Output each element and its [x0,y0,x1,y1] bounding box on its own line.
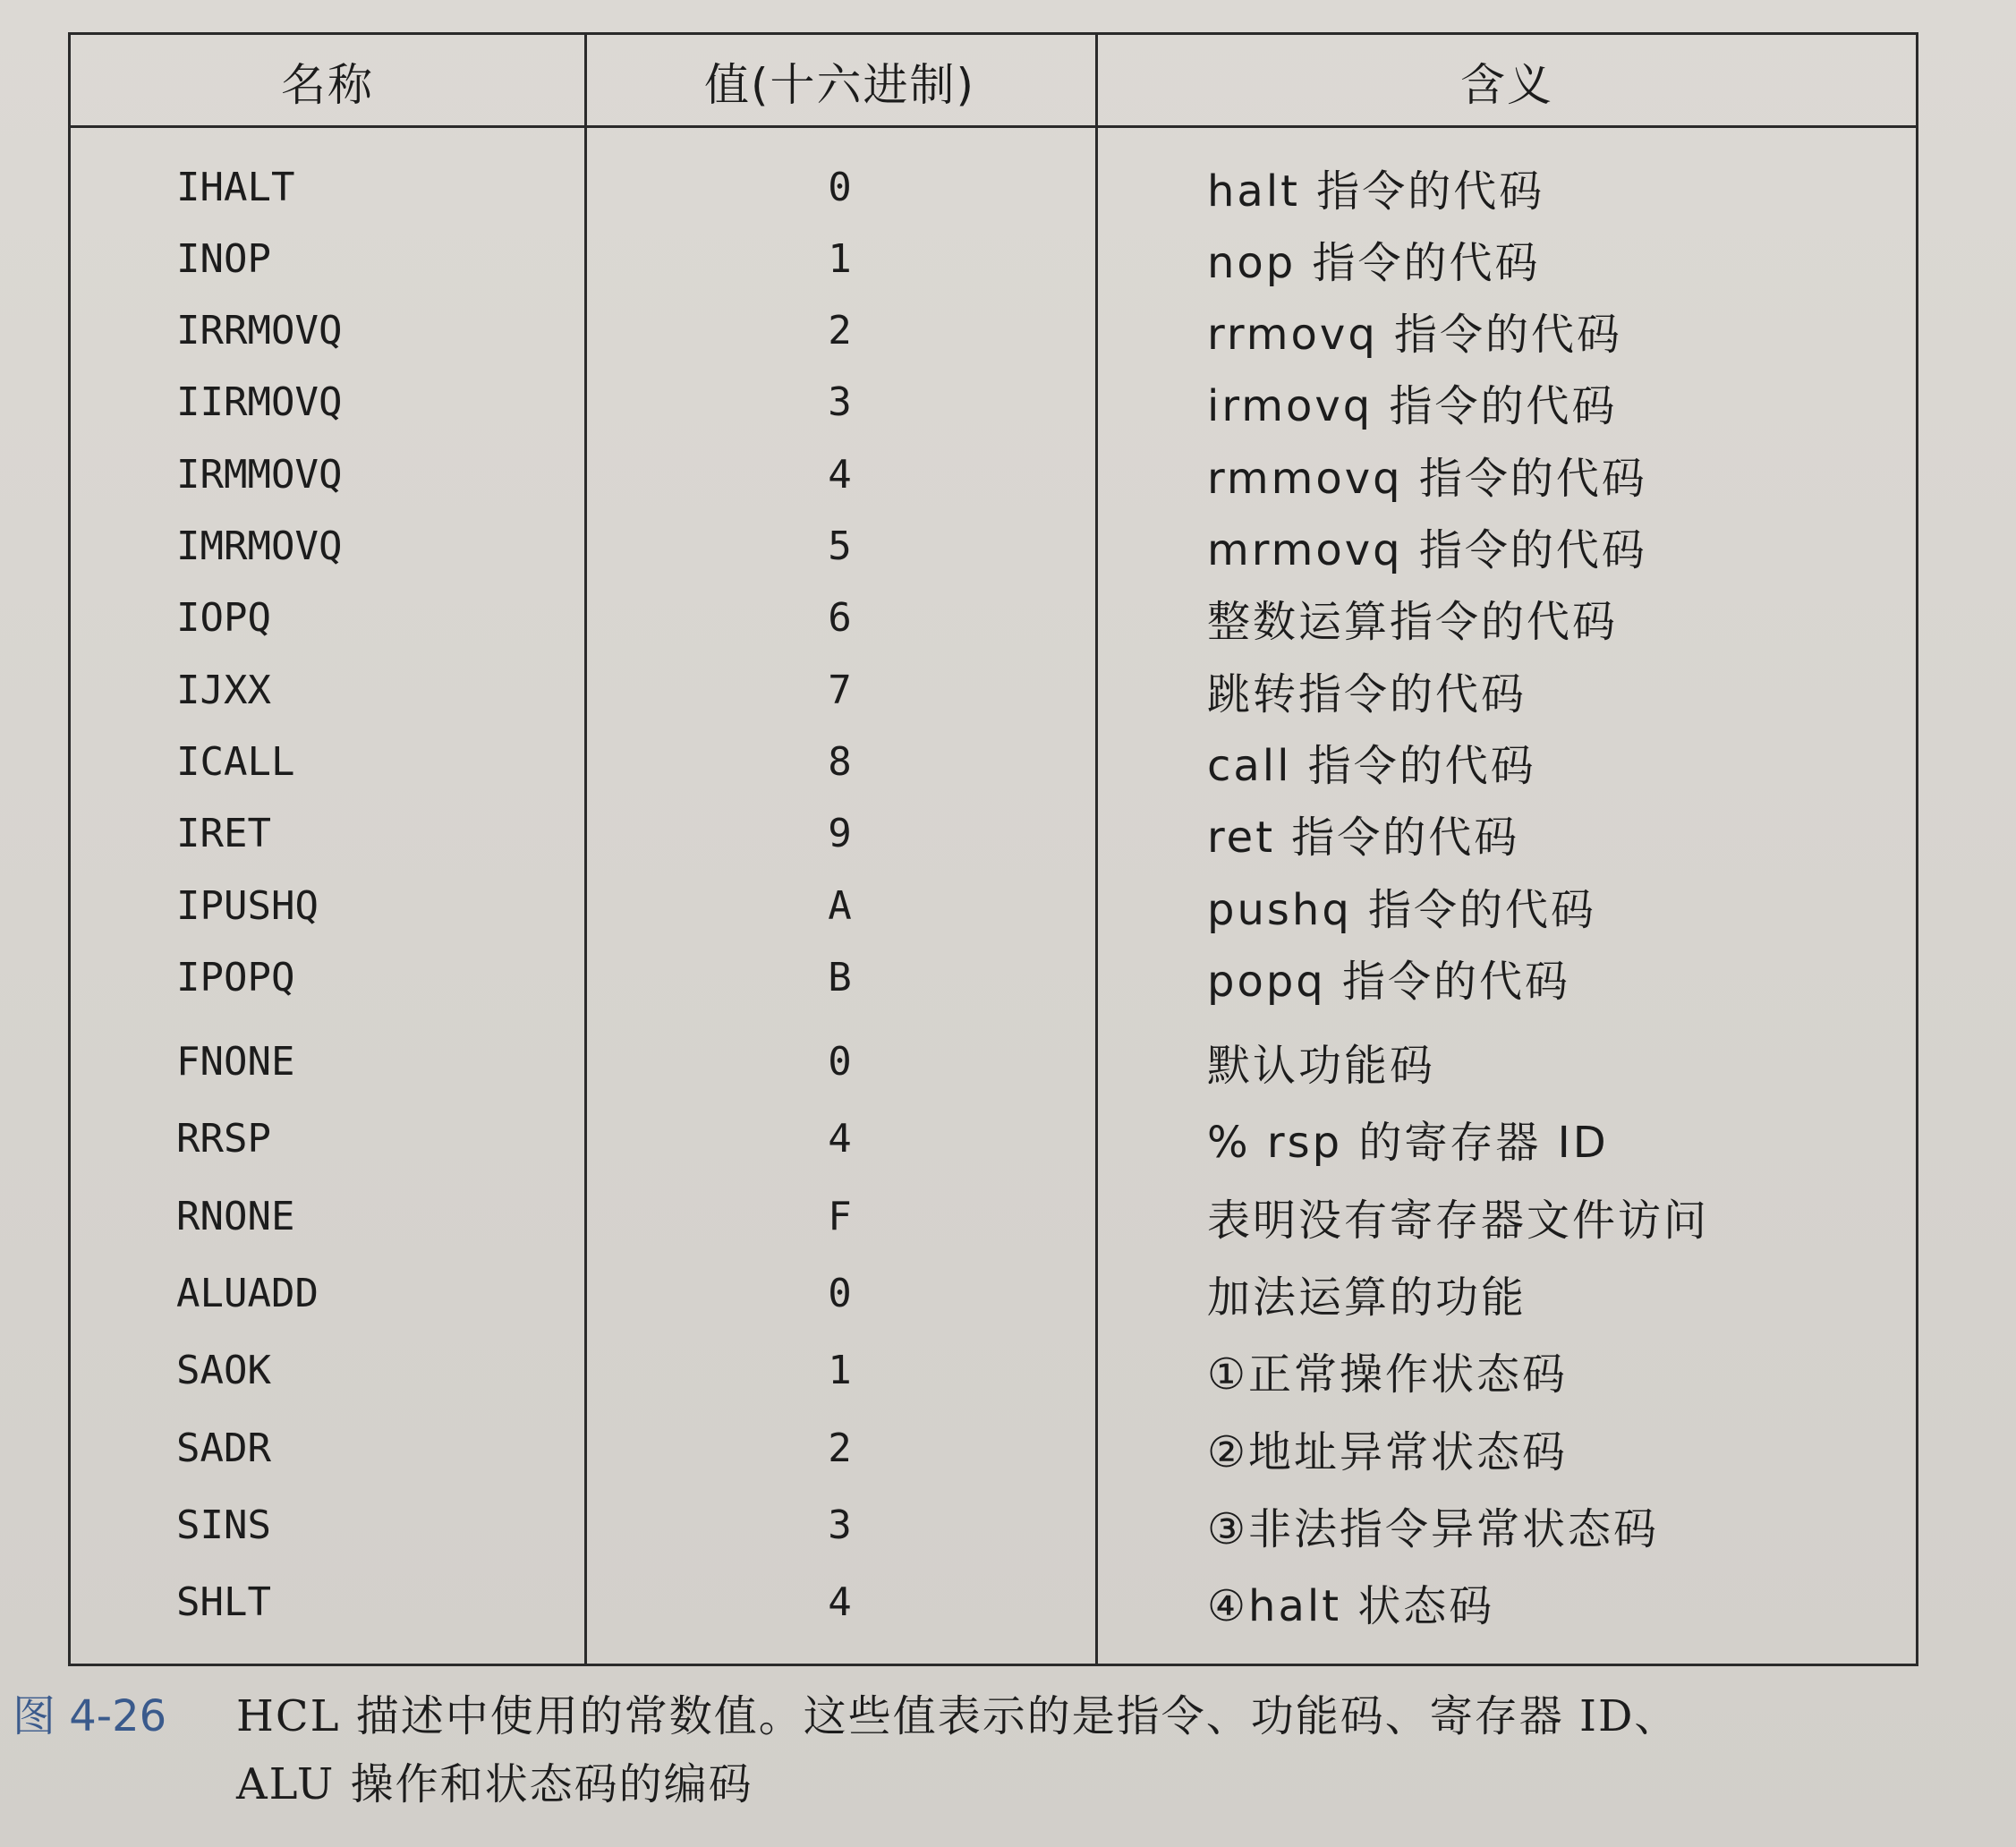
table-row [71,223,1916,294]
constant-meaning: popq 指令的代码 [1207,956,1571,1007]
constant-meaning: rmmovq 指令的代码 [1207,453,1647,504]
caption-line-2: ALU 操作和状态码的编码 [236,1759,753,1809]
constant-name: FNONE [176,1039,295,1085]
constant-value: 5 [828,523,852,569]
table-row [71,1567,1916,1638]
constant-value: B [828,954,852,1000]
constant-value: 3 [828,1502,852,1548]
constant-value: 4 [828,1579,852,1626]
table-row [71,438,1916,510]
constant-meaning: ret 指令的代码 [1207,813,1520,864]
constant-value: 9 [828,811,852,857]
constant-meaning: % rsp 的寄存器 ID [1207,1118,1609,1169]
constant-name: IPOPQ [176,954,295,1000]
table-row [71,1412,1916,1484]
table-row [71,1258,1916,1330]
constant-value: 0 [828,1271,852,1316]
table-row [71,654,1916,726]
table-row [71,1180,1916,1252]
constant-meaning: call 指令的代码 [1207,740,1536,791]
constant-name: IRMMOVQ [176,451,343,498]
constant-meaning: ①正常操作状态码 [1207,1349,1569,1400]
constant-meaning: rrmovq 指令的代码 [1207,310,1623,361]
constant-value: 0 [828,1039,852,1085]
constant-name: IRRMOVQ [176,308,343,354]
constant-name: IHALT [176,164,295,210]
constant-meaning: 默认功能码 [1207,1041,1436,1092]
constant-value: 7 [828,667,852,713]
constant-value: 2 [828,308,852,354]
figure-number: 图 4-26 [13,1691,167,1741]
header-name: 名称 [281,59,374,111]
header-value: 值(十六进制) [703,59,975,111]
table-row [71,726,1916,797]
table-row [71,583,1916,654]
constant-value: 4 [828,451,852,498]
constant-name: IJXX [176,667,271,713]
constant-name: IMRMOVQ [176,523,343,569]
constant-value: 4 [828,1116,852,1162]
constant-meaning: pushq 指令的代码 [1207,884,1597,935]
constant-name: IIRMOVQ [176,379,343,426]
constant-meaning: 整数运算指令的代码 [1207,597,1619,648]
constant-meaning: mrmovq 指令的代码 [1207,525,1647,575]
constant-name: IOPQ [176,595,271,642]
constant-value: 2 [828,1425,852,1471]
constant-name: SAOK [176,1348,271,1394]
constant-meaning: ②地址异常状态码 [1207,1426,1569,1477]
constant-meaning: ③非法指令异常状态码 [1207,1503,1660,1554]
constant-name: IRET [176,811,271,857]
constants-table [68,32,1918,1666]
caption-line-1: HCL 描述中使用的常数值。这些值表示的是指令、功能码、寄存器 ID、 [236,1691,1680,1741]
constant-name: ALUADD [176,1271,319,1316]
table-row [71,151,1916,223]
constant-name: ICALL [176,738,295,785]
table-row [71,1489,1916,1561]
constant-value: 3 [828,379,852,426]
table-row [71,870,1916,941]
constant-meaning: 跳转指令的代码 [1207,668,1527,719]
constant-value: 1 [828,1348,852,1394]
table-row [71,1103,1916,1175]
constant-meaning: irmovq 指令的代码 [1207,381,1618,432]
figure-caption [13,1682,1981,1818]
constant-meaning: halt 指令的代码 [1207,166,1545,217]
header-meaning: 含义 [1460,59,1553,111]
table-row [71,1335,1916,1407]
constant-meaning: nop 指令的代码 [1207,237,1541,288]
table-row [71,295,1916,367]
constant-meaning: ④halt 状态码 [1207,1581,1495,1632]
constant-meaning: 加法运算的功能 [1207,1272,1527,1323]
table-row [71,511,1916,583]
constant-name: SADR [176,1425,271,1471]
constant-value: 6 [828,595,852,642]
table-row [71,367,1916,438]
constant-value: F [828,1193,852,1239]
constant-value: 8 [828,738,852,785]
table-row [71,798,1916,870]
constant-value: 1 [828,235,852,282]
table-row [71,1026,1916,1098]
constant-meaning: 表明没有寄存器文件访问 [1207,1195,1710,1246]
constant-name: RNONE [176,1193,295,1239]
constant-name: INOP [176,235,271,282]
table-row [71,941,1916,1013]
constant-name: RRSP [176,1116,271,1162]
constant-name: SHLT [176,1579,271,1626]
table-header-row [71,35,1916,128]
constant-name: IPUSHQ [176,882,319,929]
constant-name: SINS [176,1502,271,1548]
constant-value: 0 [828,164,852,210]
constant-value: A [828,882,852,929]
